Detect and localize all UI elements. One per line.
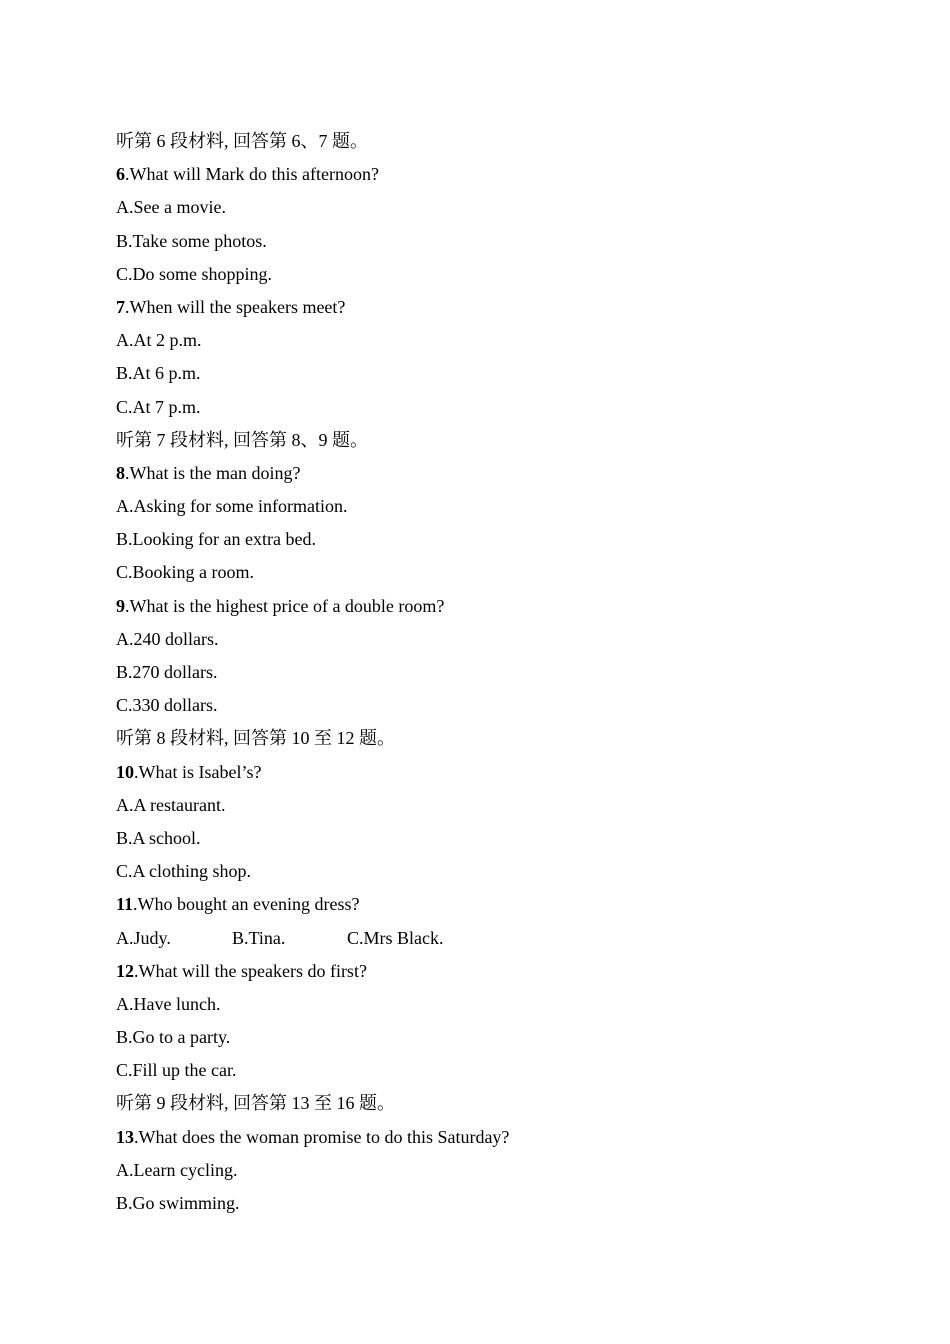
- document-page: [116, 125, 836, 1220]
- question-8: [116, 457, 836, 490]
- answer-option: C.Mrs Black.: [347, 927, 444, 948]
- section-instruction: 听第 6 段材料, 回答第 6、7 题。: [116, 131, 368, 151]
- question-text: .What is Isabel’s?: [134, 761, 262, 782]
- answer-option: C.Fill up the car.: [116, 1060, 237, 1081]
- question-13: [116, 1121, 836, 1154]
- question-text: .What is the man doing?: [125, 462, 301, 483]
- question-text: .What does the woman promise to do this Saturday?: [134, 1126, 510, 1147]
- question-number: 10: [116, 761, 134, 782]
- question-text: .What is the highest price of a double room?: [125, 595, 445, 616]
- answer-option: B.A school.: [116, 827, 201, 848]
- answer-option: C.Do some shopping.: [116, 263, 273, 284]
- answer-option: A.See a movie.: [116, 197, 226, 218]
- answer-option: A.Have lunch.: [116, 993, 221, 1014]
- answer-option: A.Asking for some information.: [116, 496, 348, 517]
- question-number: 6: [116, 164, 125, 185]
- answer-option: A.Learn cycling.: [116, 1159, 238, 1180]
- answer-option: C.Booking a room.: [116, 562, 254, 583]
- question-number: 13: [116, 1126, 134, 1147]
- question-text: .What will Mark do this afternoon?: [125, 164, 379, 185]
- answer-option: B.Looking for an extra bed.: [116, 529, 316, 550]
- question-12: [116, 955, 836, 988]
- answer-option: B.Take some photos.: [116, 230, 267, 251]
- answer-option: A.Judy.: [116, 927, 171, 948]
- answer-option: A.A restaurant.: [116, 794, 226, 815]
- question-9: [116, 590, 836, 623]
- question-number: 9: [116, 595, 125, 616]
- question-text: .When will the speakers meet?: [125, 296, 346, 317]
- section-instruction: 听第 7 段材料, 回答第 8、9 题。: [116, 429, 368, 450]
- question-7: [116, 291, 836, 324]
- section-instruction: 听第 9 段材料, 回答第 13 至 16 题。: [116, 1093, 395, 1114]
- answer-option: B.At 6 p.m.: [116, 363, 201, 384]
- answer-option: A.240 dollars.: [116, 628, 219, 649]
- section-instruction: 听第 8 段材料, 回答第 10 至 12 题。: [116, 728, 395, 749]
- question-10: [116, 756, 836, 789]
- answer-option: B.270 dollars.: [116, 662, 218, 682]
- question-text: .What will the speakers do first?: [134, 960, 367, 981]
- answer-option: B.Tina.: [232, 927, 286, 948]
- question-number: 11: [116, 894, 134, 915]
- answer-option-row: [116, 922, 836, 955]
- question-number: 7: [116, 296, 125, 317]
- answer-option: B.Go swimming.: [116, 1193, 240, 1213]
- answer-option: C.At 7 p.m.: [116, 396, 201, 417]
- answer-option: A.At 2 p.m.: [116, 330, 202, 351]
- question-11: [116, 888, 836, 921]
- question-number: 12: [116, 960, 134, 981]
- question-text: .Who bought an evening dress?: [133, 894, 360, 915]
- question-6: [116, 158, 836, 191]
- answer-option: B.Go to a party.: [116, 1027, 231, 1048]
- answer-option: C.A clothing shop.: [116, 861, 252, 882]
- answer-option: C.330 dollars.: [116, 695, 218, 716]
- question-number: 8: [116, 462, 125, 483]
